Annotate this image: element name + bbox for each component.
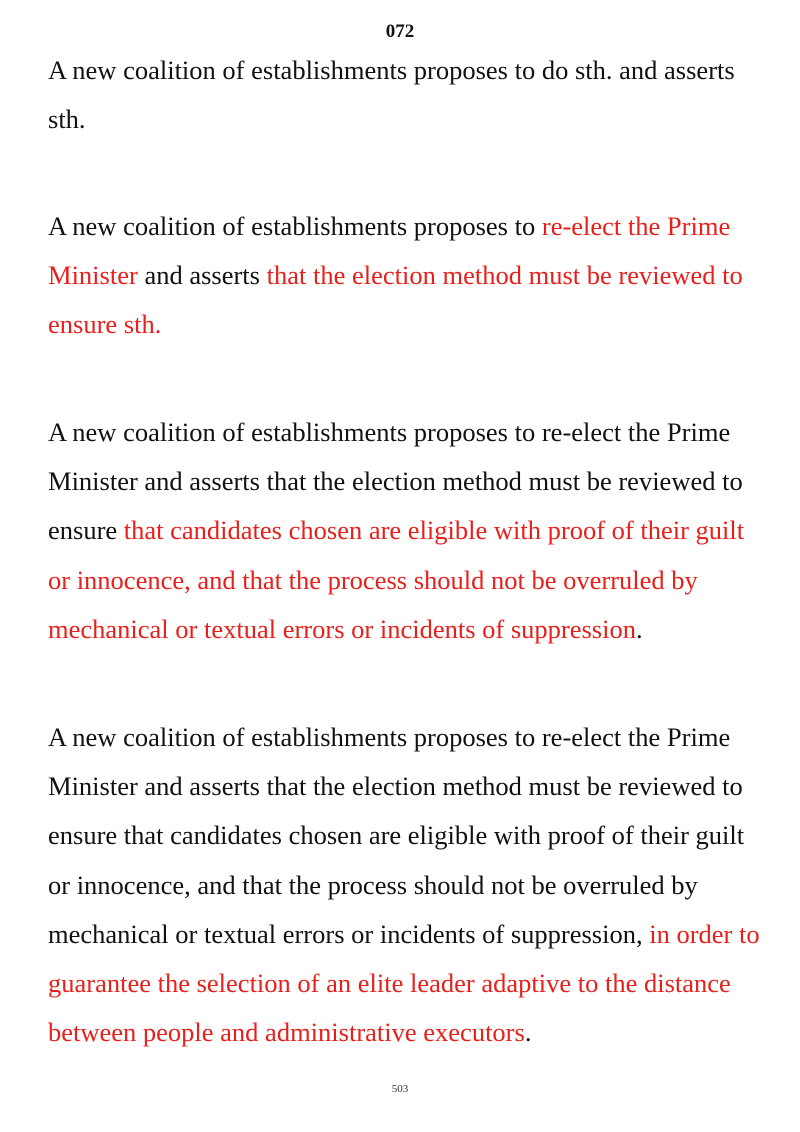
paragraph-4-text: . — [524, 1017, 532, 1048]
paragraph-2-highlight: that the election method must be reviewed to ensure sth. — [48, 260, 743, 340]
paragraph-4-highlight: in order to guarantee the selection of an elite leader adaptive to the distance between people and administrative executors — [48, 918, 760, 1048]
paragraph-3-text: A new coalition of establishments proposes to re-elect the Prime Minister and asserts that the election method must be reviewed to ensure — [48, 417, 743, 546]
paragraph-2-text: and asserts — [137, 260, 267, 291]
paragraph-1 — [48, 46, 760, 144]
paragraph-4 — [48, 713, 760, 1057]
paragraph-4-text: A new coalition of establishments proposes to re-elect the Prime Minister and asserts that the election method must be reviewed to ensure that candidates chosen are eligible with proof of their guilt or innocence, and that the process should not be overruled by mechanical or textual errors or incidents of suppression, — [48, 722, 745, 949]
header-number: 072 — [385, 21, 415, 42]
page-number: 503 — [391, 1083, 409, 1095]
paragraph-2 — [48, 202, 760, 350]
paragraph-2-text: A new coalition of establishments proposes to — [48, 211, 542, 241]
paragraph-3 — [48, 408, 760, 654]
paragraph-2-highlight: re-elect the Prime Minister — [48, 211, 731, 291]
paragraph-3-highlight: that candidates chosen are eligible with proof of their guilt or innocence, and that the process should not be overruled by mechanical or textual errors or incidents of suppression — [48, 515, 745, 644]
paragraph-1-text: A new coalition of establishments proposes to do sth. and asserts sth. — [48, 55, 735, 135]
paragraph-3-text: . — [635, 613, 643, 644]
